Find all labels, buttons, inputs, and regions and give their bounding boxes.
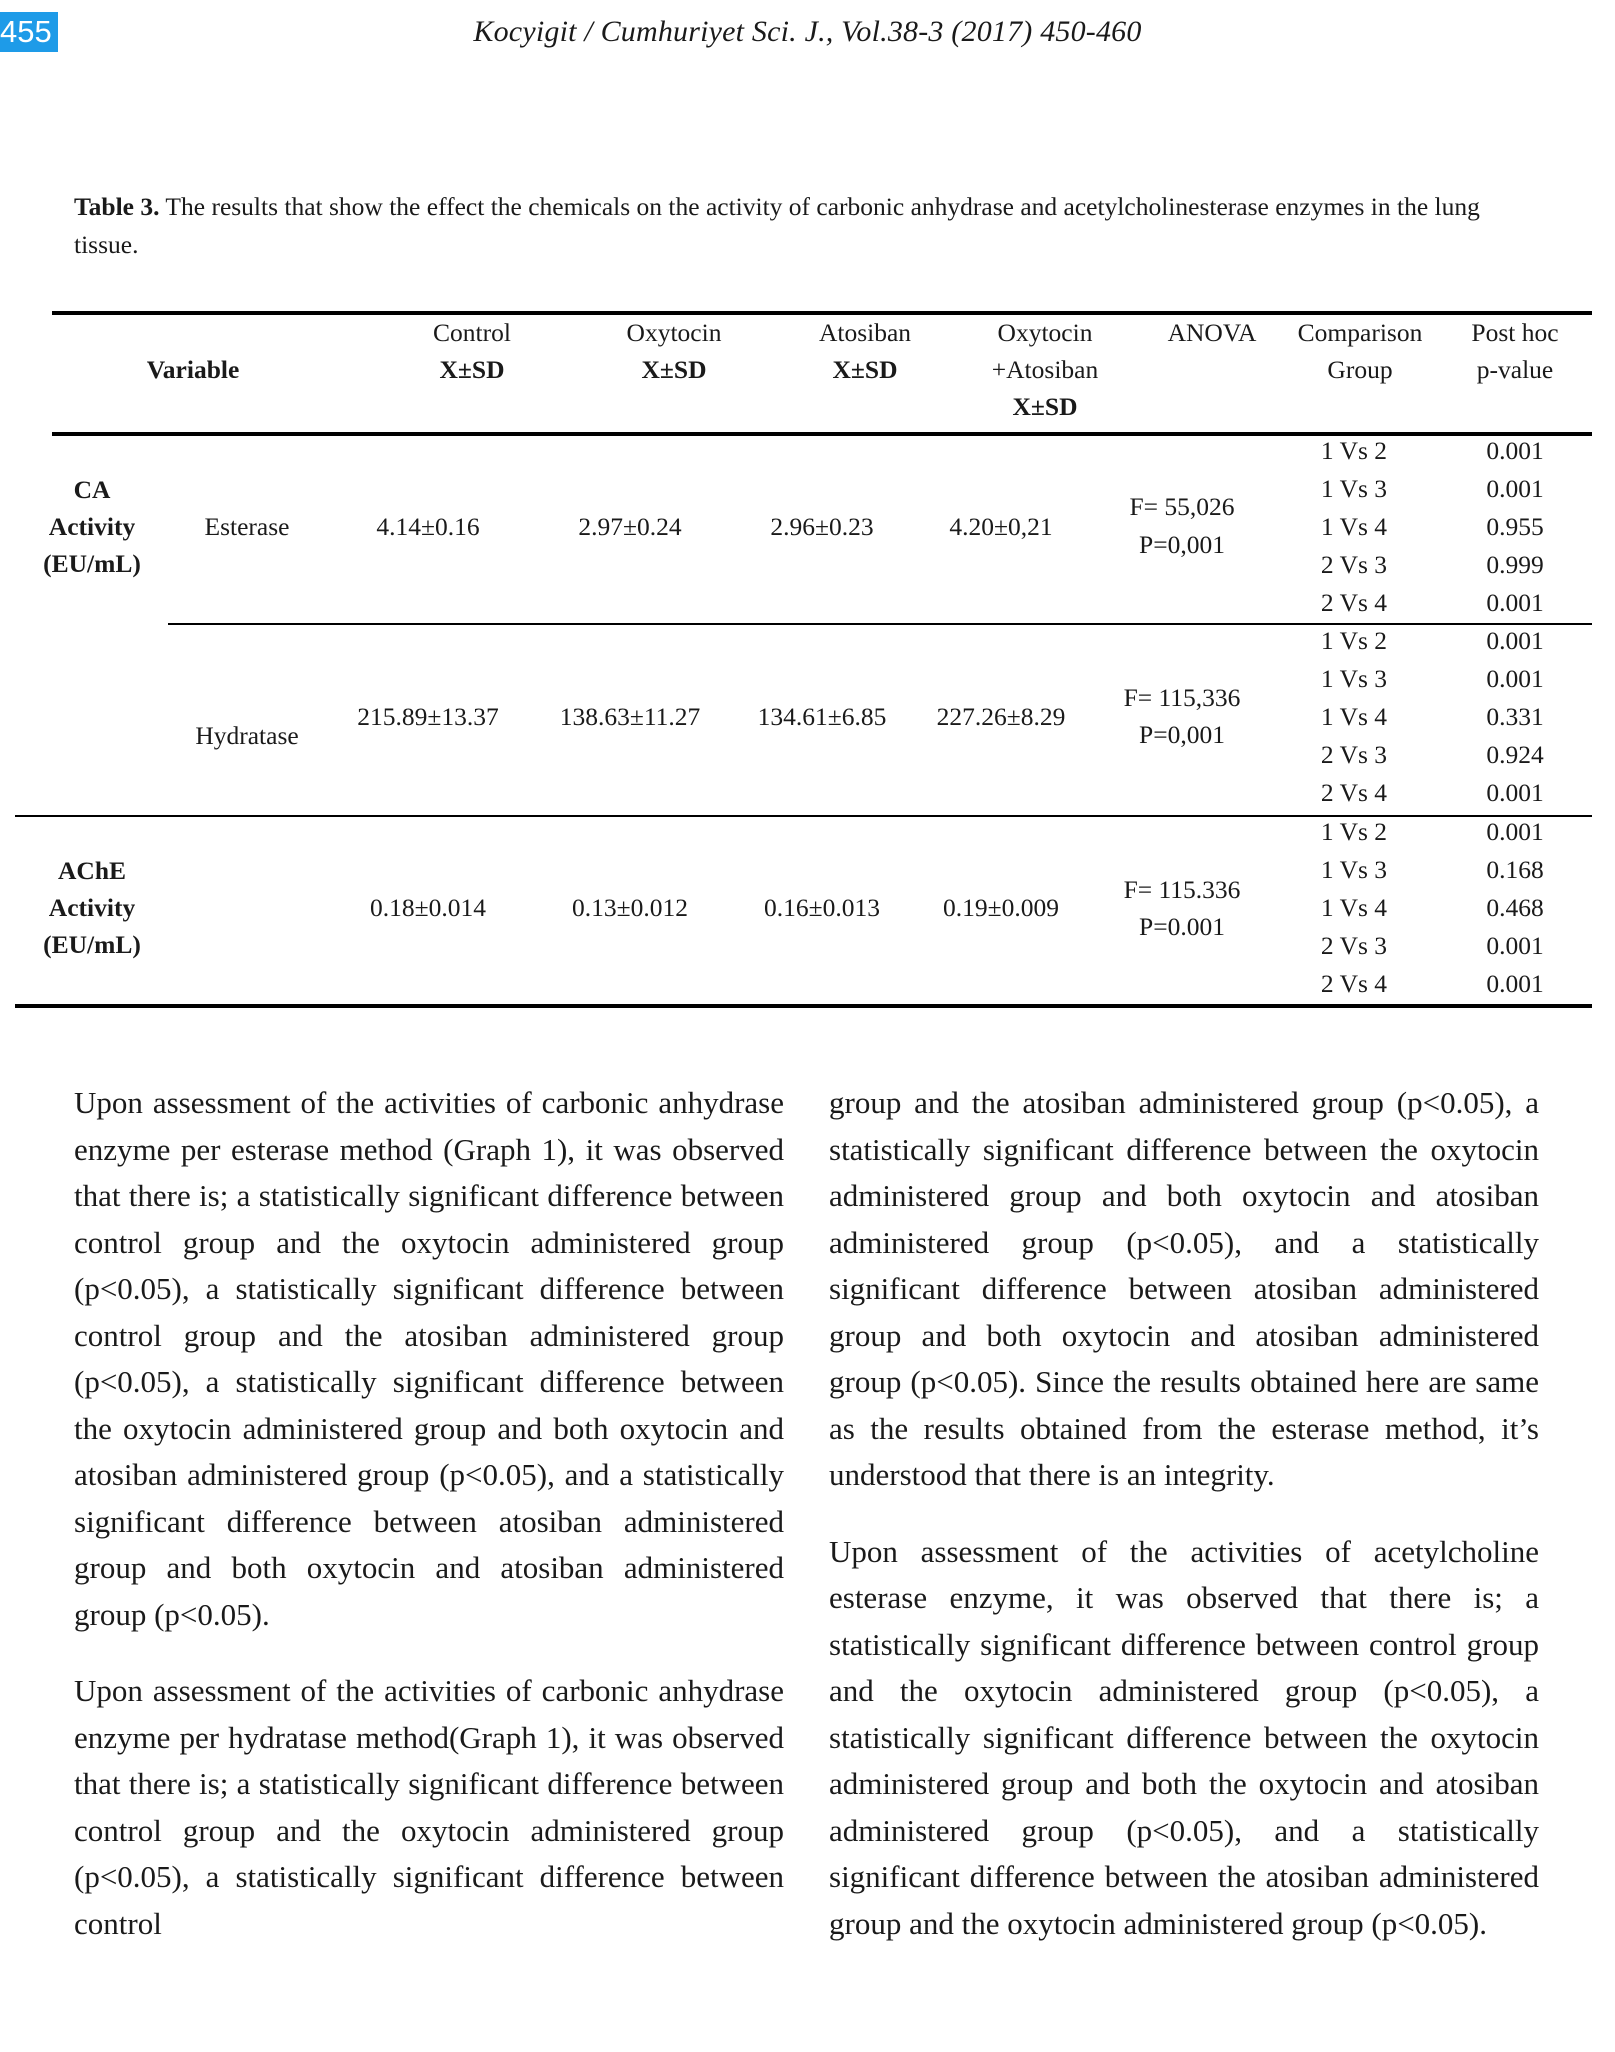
running-header: Kocyigit / Cumhuriyet Sci. J., Vol.38-3 (2017) 450-460 (473, 15, 1142, 48)
comparison-cell: 2 Vs 3 (1320, 550, 1388, 579)
pvalue-cell: 0.955 (1486, 512, 1544, 541)
pvalue-cell: 0.001 (1486, 817, 1544, 846)
ca-label-1: CA (73, 475, 111, 504)
comparison-cell: 1 Vs 3 (1320, 855, 1388, 884)
pvalue-cell: 0.001 (1486, 626, 1544, 655)
caption-label: Table 3. (74, 192, 160, 221)
comparison-cell: 2 Vs 4 (1320, 969, 1388, 998)
header-control-stat: X±SD (439, 355, 505, 384)
header-comparison-group: Group (1327, 355, 1393, 384)
pvalue-cell: 0.468 (1486, 893, 1544, 922)
pvalue-cell: 0.001 (1486, 588, 1544, 617)
comparison-cell: 2 Vs 3 (1320, 740, 1388, 769)
left-column (74, 1080, 784, 1947)
paragraph: Upon assessment of the activities of carbonic anhydrase enzyme per hydratase method(Graph 1), it was observed that there is; a statistically significant difference between control group and the oxytocin administered group (p<0.05), a statistically significant difference between control (74, 1673, 784, 1941)
esterase-atosiban: 2.96±0.23 (770, 512, 874, 541)
comparison-cell: 1 Vs 4 (1320, 702, 1388, 731)
pvalue-cell: 0.001 (1486, 664, 1544, 693)
pvalue-cell: 0.924 (1486, 740, 1544, 769)
comparison-cell: 1 Vs 2 (1320, 817, 1388, 846)
comparison-cell: 1 Vs 2 (1320, 436, 1388, 465)
header-comparison: Comparison (1297, 318, 1423, 347)
ache-combo: 0.19±0.009 (943, 893, 1059, 922)
pvalue-cell: 0.001 (1486, 969, 1544, 998)
comparison-cell: 2 Vs 4 (1320, 588, 1388, 617)
esterase-combo: 4.20±0,21 (949, 512, 1053, 541)
ache-anova-f: F= 115.336 (1123, 875, 1241, 904)
comparison-cell: 1 Vs 2 (1320, 626, 1388, 655)
header-variable: Variable (146, 355, 240, 384)
hydratase-combo: 227.26±8.29 (936, 702, 1066, 731)
ache-label-1: AChE (57, 856, 127, 885)
esterase-anova-f: F= 55,026 (1129, 492, 1235, 521)
hydratase-anova-f: F= 115,336 (1123, 683, 1241, 712)
header-atosiban-stat: X±SD (832, 355, 898, 384)
comparison-cell: 1 Vs 3 (1320, 474, 1388, 503)
pvalue-cell: 0.001 (1486, 778, 1544, 807)
header-atosiban: Atosiban (818, 318, 912, 347)
ache-oxytocin: 0.13±0.012 (572, 893, 688, 922)
header-combo-2: +Atosiban (991, 355, 1099, 384)
header-posthoc: Post hoc (1471, 318, 1559, 347)
comparison-cell: 2 Vs 3 (1320, 931, 1388, 960)
ache-control: 0.18±0.014 (370, 893, 486, 922)
comparison-cell: 1 Vs 3 (1320, 664, 1388, 693)
hydratase-atosiban: 134.61±6.85 (757, 702, 887, 731)
pvalue-cell: 0.168 (1486, 855, 1544, 884)
header-combo: Oxytocin (997, 318, 1093, 347)
ache-label-3: (EU/mL) (43, 930, 141, 959)
header-control: Control (433, 318, 511, 347)
table-top-rule (52, 311, 1592, 315)
comparison-cell: 1 Vs 4 (1320, 893, 1388, 922)
esterase-anova-p: P=0,001 (1139, 530, 1225, 559)
caption-text: The results that show the effect the chemicals on the activity of carbonic anhydrase and acetylcholinesterase enzymes in the lung tissue. (74, 192, 1480, 259)
ache-atosiban: 0.16±0.013 (764, 893, 880, 922)
pvalue-cell: 0.001 (1486, 931, 1544, 960)
esterase-oxytocin: 2.97±0.24 (578, 512, 682, 541)
paragraph: Upon assessment of the activities of acetylcholine esterase enzyme, it was observed that there is; a statistically significant difference between control group and the oxytocin administered group (p<0.05), a statistically significant difference between the oxytocin administered group and both the oxytocin and atosiban administered group (p<0.05), and a statistically significant difference between the atosiban administered group and the oxytocin administered group (p<0.05). (829, 1533, 1539, 1941)
pvalue-cell: 0.331 (1486, 702, 1544, 731)
paragraph: group and the atosiban administered group (p<0.05), a statistically significant difference between the oxytocin administered group and both oxytocin and atosiban administered group (p<0.05), and a statistically significant difference between atosiban administered group and both oxytocin and atosiban administered group (p<0.05). Since the results obtained here are same as the results obtained from the esterase method, it’s understood that there is an integrity. (829, 1085, 1539, 1492)
hydratase-label: Hydratase (195, 721, 299, 750)
header-anova: ANOVA (1167, 318, 1257, 347)
esterase-label: Esterase (204, 512, 290, 541)
pvalue-cell: 0.001 (1486, 436, 1544, 465)
ache-anova-p: P=0.001 (1139, 912, 1225, 941)
hydratase-control: 215.89±13.37 (357, 702, 499, 731)
header-posthoc-pvalue: p-value (1476, 355, 1554, 384)
hydratase-anova-p: P=0,001 (1139, 720, 1225, 749)
pvalue-cell: 0.001 (1486, 474, 1544, 503)
right-column (829, 1080, 1539, 1947)
comparison-cell: 1 Vs 4 (1320, 512, 1388, 541)
comparison-cell: 2 Vs 4 (1320, 778, 1388, 807)
header-combo-stat: X±SD (1012, 392, 1078, 421)
hydratase-oxytocin: 138.63±11.27 (559, 702, 701, 731)
esterase-hydratase-rule (168, 623, 1592, 625)
paragraph: Upon assessment of the activities of carbonic anhydrase enzyme per esterase method (Graph 1), it was observed that there is; a statistically significant difference between control group and the oxytocin administered group (p<0.05), a statistically significant difference between control group and the atosiban administered group (p<0.05), a statistically significant difference between the oxytocin administered group and both oxytocin and atosiban administered group (p<0.05), and a statistically significant difference between atosiban administered group and both oxytocin and atosiban administered group (p<0.05). (74, 1085, 784, 1632)
esterase-control: 4.14±0.16 (376, 512, 480, 541)
table-caption (74, 188, 1544, 264)
header-oxytocin-stat: X±SD (641, 355, 707, 384)
ca-label-2: Activity (48, 512, 136, 541)
pvalue-cell: 0.999 (1486, 550, 1544, 579)
page-number: 455 (0, 12, 58, 52)
ca-label-3: (EU/mL) (43, 549, 141, 578)
header-oxytocin: Oxytocin (626, 318, 722, 347)
ache-label-2: Activity (48, 893, 136, 922)
table-bottom-rule (15, 1004, 1592, 1008)
